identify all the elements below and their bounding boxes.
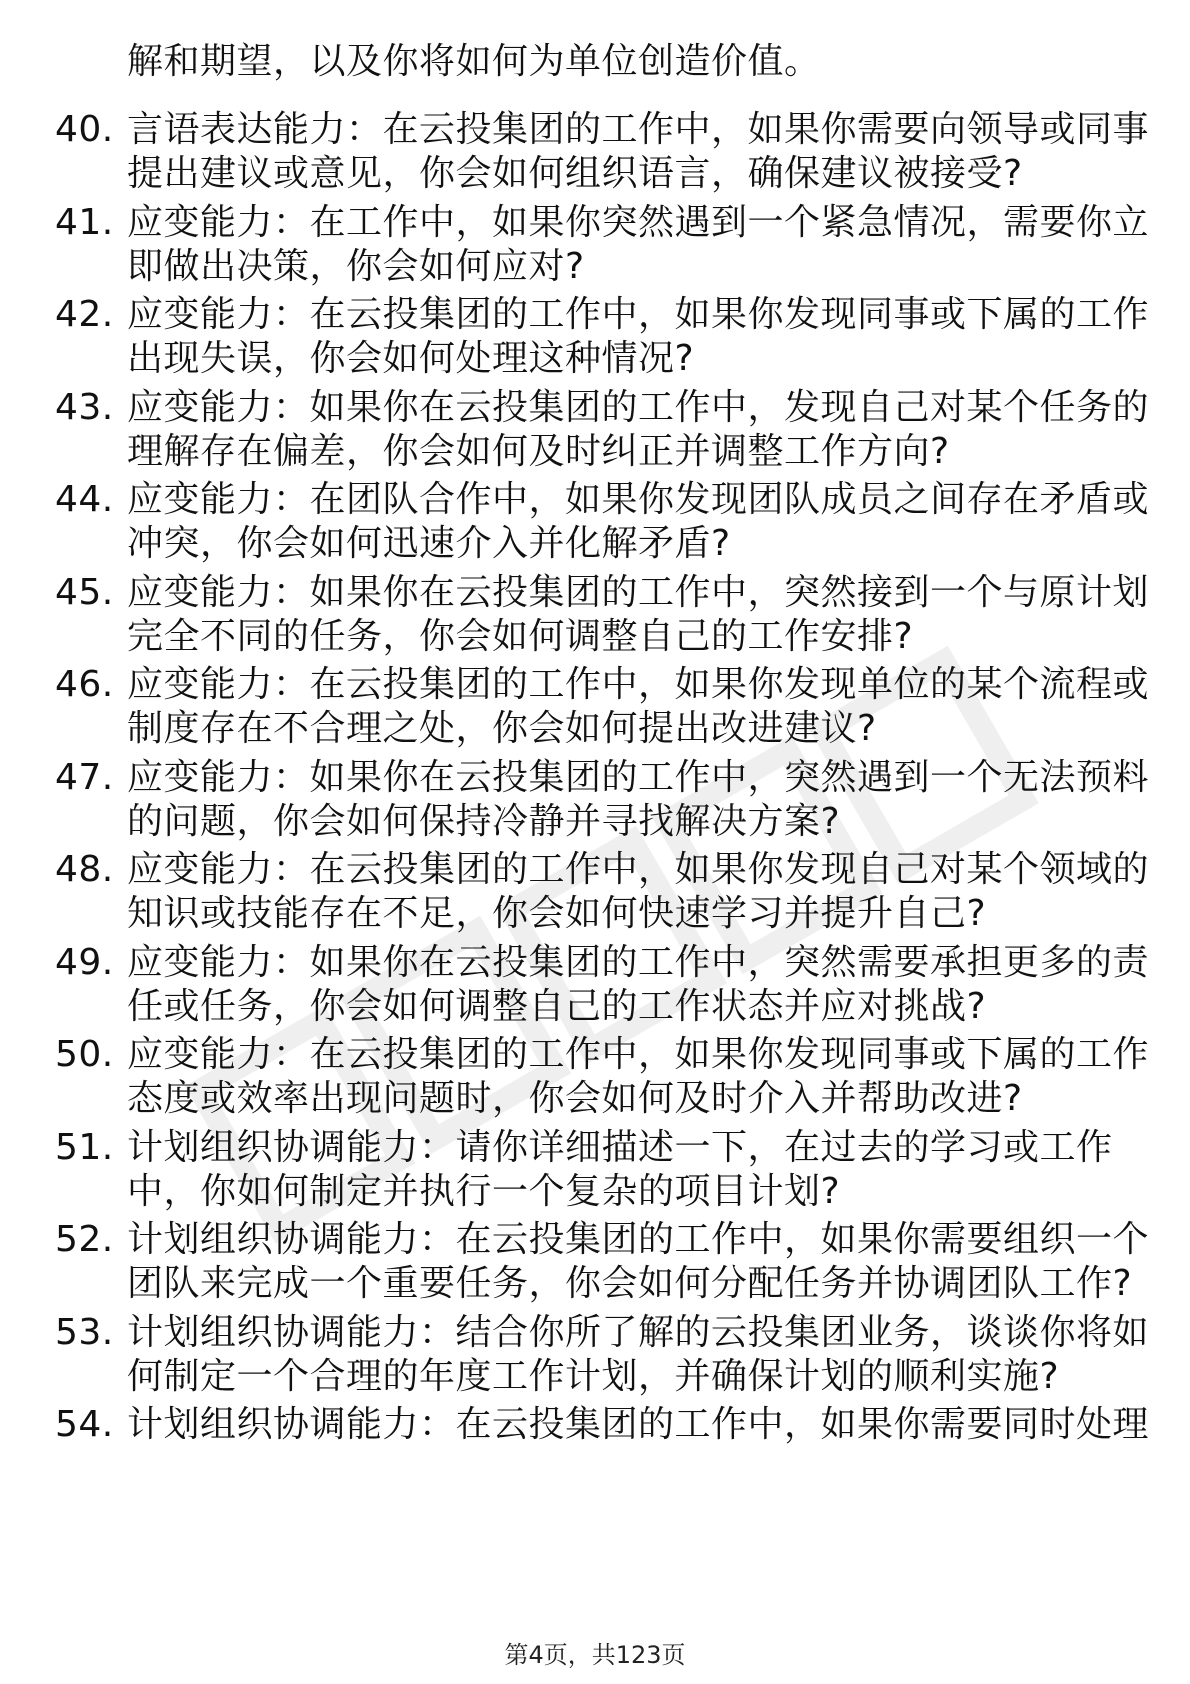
question-text-line-2: 的问题，你会如何保持冷静并寻找解决方案? [127,800,841,842]
question-text-line-2: 中，你如何制定并执行一个复杂的项目计划? [127,1170,841,1212]
question-text-line-1: 应变能力：如果你在云投集团的工作中，突然需要承担更多的责 [127,941,1150,983]
question-number: 48. [55,849,114,890]
question-text-line-2: 制度存在不合理之处，你会如何提出改进建议? [127,708,877,749]
question-text-line-1: 应变能力：如果你在云投集团的工作中，突然遇到一个无法预料 [127,756,1150,798]
question-number: 50. [55,1034,114,1075]
question-text-line-1: 计划组织协调能力：结合你所了解的云投集团业务，谈谈你将如 [127,1311,1150,1353]
question-number: 52. [55,1219,114,1260]
question-text-line-1: 应变能力：在云投集团的工作中，如果你发现同事或下属的工作 [127,294,1150,335]
question-text-line-1: 计划组织协调能力：请你详细描述一下，在过去的学习或工作 [127,1126,1113,1168]
question-number: 51. [55,1126,114,1168]
question-text-line-1: 计划组织协调能力：在云投集团的工作中，如果你需要组织一个 [127,1219,1150,1260]
question-number: 40. [55,109,114,150]
question-number: 44. [55,479,114,520]
question-number: 53. [55,1311,114,1353]
question-text-line-1: 应变能力：在工作中，如果你突然遇到一个紧急情况，需要你立 [127,201,1150,243]
question-text-line-2: 团队来完成一个重要任务，你会如何分配任务并协调团队工作? [127,1263,1133,1304]
question-number: 45. [55,571,114,613]
question-text-line-1: 应变能力：如果你在云投集团的工作中，发现自己对某个任务的 [127,386,1150,428]
question-text-line-2: 理解存在偏差，你会如何及时纠正并调整工作方向? [127,430,950,472]
question-text-line-1: 应变能力：在云投集团的工作中，如果你发现自己对某个领域的 [127,849,1150,890]
question-text-line-1: 应变能力：在云投集团的工作中，如果你发现同事或下属的工作 [127,1034,1150,1075]
question-number: 46. [55,664,114,705]
question-number: 42. [55,294,114,335]
question-number: 43. [55,386,114,428]
question-number: 47. [55,756,114,798]
question-number: 41. [55,201,114,243]
question-text-line-2: 冲突，你会如何迅速介入并化解矛盾? [127,523,731,564]
question-text-line-1: 应变能力：在团队合作中，如果你发现团队成员之间存在矛盾或 [127,479,1150,520]
question-text-line-2: 态度或效率出现问题时，你会如何及时介入并帮助改进? [127,1078,1023,1119]
question-number: 54. [55,1404,114,1445]
question-text-line-1: 言语表达能力：在云投集团的工作中，如果你需要向领导或同事 [127,109,1150,150]
question-text-line-1: 应变能力：在云投集团的工作中，如果你发现单位的某个流程或 [127,664,1150,705]
question-text-line-2: 何制定一个合理的年度工作计划，并确保计划的顺利实施? [127,1355,1060,1397]
question-text-line-1: 计划组织协调能力：在云投集团的工作中，如果你需要同时处理 [127,1404,1150,1445]
question-text-line-2: 即做出决策，你会如何应对? [127,245,585,287]
question-text-line-1: 应变能力：如果你在云投集团的工作中，突然接到一个与原计划 [127,571,1150,613]
question-text-line-2: 提出建议或意见，你会如何组织语言，确保建议被接受? [127,153,1023,194]
question-text-line-2: 任或任务，你会如何调整自己的工作状态并应对挑战? [127,985,987,1027]
question-text-line-2: 知识或技能存在不足，你会如何快速学习并提升自己? [127,893,987,934]
page-footer: 第4页，共123页 [504,1641,686,1669]
question-text-line-2: 完全不同的任务，你会如何调整自己的工作安排? [127,615,914,657]
continuation-text: 解和期望，以及你将如何为单位创造价值。 [127,41,821,82]
question-text-line-2: 出现失误，你会如何处理这种情况? [127,338,695,379]
question-number: 49. [55,941,114,983]
